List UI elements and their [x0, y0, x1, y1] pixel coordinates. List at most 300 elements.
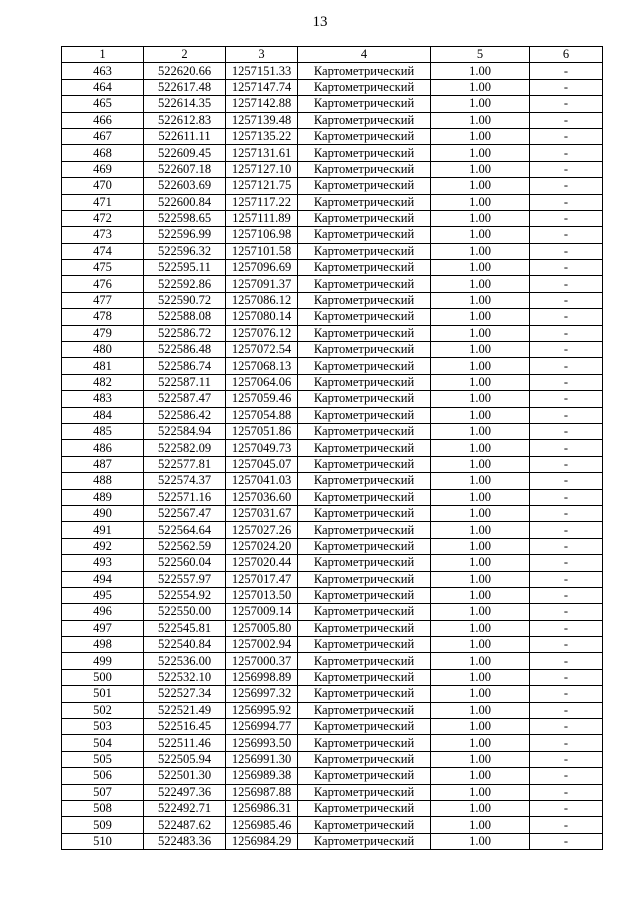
- point-number-cell: 479: [62, 325, 144, 341]
- table-row: [62, 505, 603, 521]
- method-cell: Картометрический: [298, 571, 431, 587]
- accuracy-cell: 1.00: [431, 620, 530, 636]
- note-cell: -: [530, 669, 603, 685]
- accuracy-cell: 1.00: [431, 96, 530, 112]
- method-cell: Картометрический: [298, 817, 431, 833]
- note-cell: -: [530, 555, 603, 571]
- method-cell: Картометрический: [298, 227, 431, 243]
- note-cell: -: [530, 505, 603, 521]
- x-coordinate-cell: 522545.81: [144, 620, 226, 636]
- y-coordinate-cell: 1257017.47: [226, 571, 298, 587]
- accuracy-cell: 1.00: [431, 702, 530, 718]
- note-cell: -: [530, 391, 603, 407]
- point-number-cell: 485: [62, 423, 144, 439]
- note-cell: -: [530, 96, 603, 112]
- table-row: [62, 653, 603, 669]
- accuracy-cell: 1.00: [431, 456, 530, 472]
- y-coordinate-cell: 1257151.33: [226, 63, 298, 79]
- point-number-cell: 463: [62, 63, 144, 79]
- method-cell: Картометрический: [298, 440, 431, 456]
- accuracy-cell: 1.00: [431, 407, 530, 423]
- method-cell: Картометрический: [298, 79, 431, 95]
- accuracy-cell: 1.00: [431, 227, 530, 243]
- x-coordinate-cell: 522586.72: [144, 325, 226, 341]
- x-coordinate-cell: 522600.84: [144, 194, 226, 210]
- point-number-cell: 498: [62, 637, 144, 653]
- table-row: [62, 145, 603, 161]
- point-number-cell: 509: [62, 817, 144, 833]
- table-row: [62, 79, 603, 95]
- note-cell: -: [530, 342, 603, 358]
- accuracy-cell: 1.00: [431, 292, 530, 308]
- x-coordinate-cell: 522590.72: [144, 292, 226, 308]
- point-number-cell: 495: [62, 587, 144, 603]
- table-row: [62, 456, 603, 472]
- note-cell: -: [530, 784, 603, 800]
- method-cell: Картометрический: [298, 210, 431, 226]
- table-row: [62, 702, 603, 718]
- x-coordinate-cell: 522577.81: [144, 456, 226, 472]
- point-number-cell: 482: [62, 374, 144, 390]
- note-cell: -: [530, 243, 603, 259]
- x-coordinate-cell: 522516.45: [144, 719, 226, 735]
- x-coordinate-cell: 522612.83: [144, 112, 226, 128]
- x-coordinate-cell: 522521.49: [144, 702, 226, 718]
- y-coordinate-cell: 1257086.12: [226, 292, 298, 308]
- y-coordinate-cell: 1257049.73: [226, 440, 298, 456]
- table-row: [62, 817, 603, 833]
- accuracy-cell: 1.00: [431, 473, 530, 489]
- point-number-cell: 507: [62, 784, 144, 800]
- y-coordinate-cell: 1257031.67: [226, 505, 298, 521]
- table-row: [62, 276, 603, 292]
- note-cell: -: [530, 79, 603, 95]
- y-coordinate-cell: 1257054.88: [226, 407, 298, 423]
- method-cell: Картометрический: [298, 96, 431, 112]
- point-number-cell: 500: [62, 669, 144, 685]
- table-row: [62, 719, 603, 735]
- table-row: [62, 604, 603, 620]
- x-coordinate-cell: 522588.08: [144, 309, 226, 325]
- x-coordinate-cell: 522505.94: [144, 751, 226, 767]
- x-coordinate-cell: 522595.11: [144, 260, 226, 276]
- method-cell: Картометрический: [298, 653, 431, 669]
- note-cell: -: [530, 817, 603, 833]
- method-cell: Картометрический: [298, 145, 431, 161]
- point-number-cell: 492: [62, 538, 144, 554]
- method-cell: Картометрический: [298, 309, 431, 325]
- x-coordinate-cell: 522532.10: [144, 669, 226, 685]
- note-cell: -: [530, 637, 603, 653]
- x-coordinate-cell: 522492.71: [144, 800, 226, 816]
- note-cell: -: [530, 702, 603, 718]
- y-coordinate-cell: 1257064.06: [226, 374, 298, 390]
- table-row: [62, 128, 603, 144]
- x-coordinate-cell: 522562.59: [144, 538, 226, 554]
- y-coordinate-cell: 1257068.13: [226, 358, 298, 374]
- x-coordinate-cell: 522511.46: [144, 735, 226, 751]
- point-number-cell: 484: [62, 407, 144, 423]
- x-coordinate-cell: 522598.65: [144, 210, 226, 226]
- x-coordinate-cell: 522574.37: [144, 473, 226, 489]
- table-row: [62, 374, 603, 390]
- method-cell: Картометрический: [298, 555, 431, 571]
- note-cell: -: [530, 735, 603, 751]
- x-coordinate-cell: 522586.74: [144, 358, 226, 374]
- method-cell: Картометрический: [298, 63, 431, 79]
- point-number-cell: 475: [62, 260, 144, 276]
- y-coordinate-cell: 1257101.58: [226, 243, 298, 259]
- y-coordinate-cell: 1257005.80: [226, 620, 298, 636]
- method-cell: Картометрический: [298, 473, 431, 489]
- point-number-cell: 486: [62, 440, 144, 456]
- table-row: [62, 489, 603, 505]
- accuracy-cell: 1.00: [431, 505, 530, 521]
- x-coordinate-cell: 522560.04: [144, 555, 226, 571]
- note-cell: -: [530, 833, 603, 849]
- column-header: 6: [530, 47, 603, 63]
- x-coordinate-cell: 522609.45: [144, 145, 226, 161]
- accuracy-cell: 1.00: [431, 751, 530, 767]
- point-number-cell: 502: [62, 702, 144, 718]
- accuracy-cell: 1.00: [431, 768, 530, 784]
- accuracy-cell: 1.00: [431, 325, 530, 341]
- x-coordinate-cell: 522483.36: [144, 833, 226, 849]
- point-number-cell: 467: [62, 128, 144, 144]
- method-cell: Картометрический: [298, 342, 431, 358]
- note-cell: -: [530, 719, 603, 735]
- y-coordinate-cell: 1257080.14: [226, 309, 298, 325]
- point-number-cell: 508: [62, 800, 144, 816]
- accuracy-cell: 1.00: [431, 817, 530, 833]
- point-number-cell: 494: [62, 571, 144, 587]
- table-row: [62, 473, 603, 489]
- table-row: [62, 391, 603, 407]
- x-coordinate-cell: 522592.86: [144, 276, 226, 292]
- accuracy-cell: 1.00: [431, 637, 530, 653]
- point-number-cell: 483: [62, 391, 144, 407]
- table-row: [62, 243, 603, 259]
- point-number-cell: 488: [62, 473, 144, 489]
- y-coordinate-cell: 1257076.12: [226, 325, 298, 341]
- table-row: [62, 178, 603, 194]
- x-coordinate-cell: 522540.84: [144, 637, 226, 653]
- x-coordinate-cell: 522607.18: [144, 161, 226, 177]
- y-coordinate-cell: 1257117.22: [226, 194, 298, 210]
- method-cell: Картометрический: [298, 292, 431, 308]
- note-cell: -: [530, 489, 603, 505]
- point-number-cell: 473: [62, 227, 144, 243]
- method-cell: Картометрический: [298, 768, 431, 784]
- x-coordinate-cell: 522550.00: [144, 604, 226, 620]
- table-row: [62, 96, 603, 112]
- method-cell: Картометрический: [298, 719, 431, 735]
- y-coordinate-cell: 1257027.26: [226, 522, 298, 538]
- y-coordinate-cell: 1257111.89: [226, 210, 298, 226]
- note-cell: -: [530, 227, 603, 243]
- x-coordinate-cell: 522557.97: [144, 571, 226, 587]
- y-coordinate-cell: 1257036.60: [226, 489, 298, 505]
- y-coordinate-cell: 1257024.20: [226, 538, 298, 554]
- method-cell: Картометрический: [298, 325, 431, 341]
- y-coordinate-cell: 1257142.88: [226, 96, 298, 112]
- point-number-cell: 466: [62, 112, 144, 128]
- point-number-cell: 501: [62, 686, 144, 702]
- table-row: [62, 538, 603, 554]
- method-cell: Картометрический: [298, 489, 431, 505]
- y-coordinate-cell: 1257045.07: [226, 456, 298, 472]
- table-row: [62, 260, 603, 276]
- point-number-cell: 470: [62, 178, 144, 194]
- method-cell: Картометрический: [298, 604, 431, 620]
- accuracy-cell: 1.00: [431, 489, 530, 505]
- point-number-cell: 510: [62, 833, 144, 849]
- method-cell: Картометрический: [298, 702, 431, 718]
- table-row: [62, 751, 603, 767]
- note-cell: -: [530, 653, 603, 669]
- accuracy-cell: 1.00: [431, 653, 530, 669]
- accuracy-cell: 1.00: [431, 686, 530, 702]
- y-coordinate-cell: 1257139.48: [226, 112, 298, 128]
- x-coordinate-cell: 522596.32: [144, 243, 226, 259]
- table-row: [62, 227, 603, 243]
- accuracy-cell: 1.00: [431, 735, 530, 751]
- point-number-cell: 504: [62, 735, 144, 751]
- table-row: [62, 637, 603, 653]
- method-cell: Картометрический: [298, 407, 431, 423]
- method-cell: Картометрический: [298, 194, 431, 210]
- point-number-cell: 497: [62, 620, 144, 636]
- x-coordinate-cell: 522582.09: [144, 440, 226, 456]
- y-coordinate-cell: 1256986.31: [226, 800, 298, 816]
- table-row: [62, 309, 603, 325]
- accuracy-cell: 1.00: [431, 522, 530, 538]
- note-cell: -: [530, 538, 603, 554]
- point-number-cell: 469: [62, 161, 144, 177]
- note-cell: -: [530, 128, 603, 144]
- method-cell: Картометрический: [298, 456, 431, 472]
- table-body: [62, 63, 603, 850]
- note-cell: -: [530, 178, 603, 194]
- accuracy-cell: 1.00: [431, 342, 530, 358]
- table-row: [62, 735, 603, 751]
- point-number-cell: 487: [62, 456, 144, 472]
- accuracy-cell: 1.00: [431, 276, 530, 292]
- point-number-cell: 489: [62, 489, 144, 505]
- accuracy-cell: 1.00: [431, 309, 530, 325]
- method-cell: Картометрический: [298, 112, 431, 128]
- accuracy-cell: 1.00: [431, 79, 530, 95]
- y-coordinate-cell: 1257013.50: [226, 587, 298, 603]
- point-number-cell: 496: [62, 604, 144, 620]
- x-coordinate-cell: 522536.00: [144, 653, 226, 669]
- note-cell: -: [530, 260, 603, 276]
- y-coordinate-cell: 1256995.92: [226, 702, 298, 718]
- note-cell: -: [530, 686, 603, 702]
- point-number-cell: 478: [62, 309, 144, 325]
- table-row: [62, 686, 603, 702]
- note-cell: -: [530, 374, 603, 390]
- accuracy-cell: 1.00: [431, 833, 530, 849]
- note-cell: -: [530, 292, 603, 308]
- accuracy-cell: 1.00: [431, 374, 530, 390]
- y-coordinate-cell: 1257106.98: [226, 227, 298, 243]
- point-number-cell: 472: [62, 210, 144, 226]
- table-row: [62, 63, 603, 79]
- y-coordinate-cell: 1257131.61: [226, 145, 298, 161]
- x-coordinate-cell: 522554.92: [144, 587, 226, 603]
- accuracy-cell: 1.00: [431, 210, 530, 226]
- accuracy-cell: 1.00: [431, 391, 530, 407]
- y-coordinate-cell: 1257041.03: [226, 473, 298, 489]
- method-cell: Картометрический: [298, 800, 431, 816]
- y-coordinate-cell: 1257072.54: [226, 342, 298, 358]
- x-coordinate-cell: 522501.30: [144, 768, 226, 784]
- table-row: [62, 571, 603, 587]
- note-cell: -: [530, 604, 603, 620]
- method-cell: Картометрический: [298, 178, 431, 194]
- table-row: [62, 194, 603, 210]
- method-cell: Картометрический: [298, 260, 431, 276]
- y-coordinate-cell: 1256984.29: [226, 833, 298, 849]
- note-cell: -: [530, 145, 603, 161]
- note-cell: -: [530, 768, 603, 784]
- method-cell: Картометрический: [298, 522, 431, 538]
- note-cell: -: [530, 63, 603, 79]
- note-cell: -: [530, 800, 603, 816]
- accuracy-cell: 1.00: [431, 145, 530, 161]
- method-cell: Картометрический: [298, 751, 431, 767]
- point-number-cell: 481: [62, 358, 144, 374]
- accuracy-cell: 1.00: [431, 555, 530, 571]
- table-row: [62, 833, 603, 849]
- accuracy-cell: 1.00: [431, 243, 530, 259]
- note-cell: -: [530, 112, 603, 128]
- x-coordinate-cell: 522527.34: [144, 686, 226, 702]
- x-coordinate-cell: 522487.62: [144, 817, 226, 833]
- accuracy-cell: 1.00: [431, 178, 530, 194]
- y-coordinate-cell: 1257127.10: [226, 161, 298, 177]
- note-cell: -: [530, 473, 603, 489]
- note-cell: -: [530, 751, 603, 767]
- y-coordinate-cell: 1257002.94: [226, 637, 298, 653]
- note-cell: -: [530, 194, 603, 210]
- accuracy-cell: 1.00: [431, 128, 530, 144]
- accuracy-cell: 1.00: [431, 112, 530, 128]
- accuracy-cell: 1.00: [431, 358, 530, 374]
- note-cell: -: [530, 325, 603, 341]
- method-cell: Картометрический: [298, 423, 431, 439]
- point-number-cell: 474: [62, 243, 144, 259]
- x-coordinate-cell: 522620.66: [144, 63, 226, 79]
- column-header: 3: [226, 47, 298, 63]
- accuracy-cell: 1.00: [431, 194, 530, 210]
- y-coordinate-cell: 1257059.46: [226, 391, 298, 407]
- table-row: [62, 423, 603, 439]
- x-coordinate-cell: 522603.69: [144, 178, 226, 194]
- note-cell: -: [530, 161, 603, 177]
- method-cell: Картометрический: [298, 587, 431, 603]
- table-row: [62, 342, 603, 358]
- note-cell: -: [530, 276, 603, 292]
- note-cell: -: [530, 587, 603, 603]
- note-cell: -: [530, 358, 603, 374]
- table-row: [62, 325, 603, 341]
- point-number-cell: 468: [62, 145, 144, 161]
- accuracy-cell: 1.00: [431, 800, 530, 816]
- x-coordinate-cell: 522587.47: [144, 391, 226, 407]
- note-cell: -: [530, 210, 603, 226]
- point-number-cell: 480: [62, 342, 144, 358]
- x-coordinate-cell: 522586.42: [144, 407, 226, 423]
- y-coordinate-cell: 1257121.75: [226, 178, 298, 194]
- y-coordinate-cell: 1257020.44: [226, 555, 298, 571]
- y-coordinate-cell: 1257135.22: [226, 128, 298, 144]
- x-coordinate-cell: 522571.16: [144, 489, 226, 505]
- point-number-cell: 477: [62, 292, 144, 308]
- page-number: 13: [312, 14, 328, 30]
- method-cell: Картометрический: [298, 505, 431, 521]
- table-row: [62, 768, 603, 784]
- method-cell: Картометрический: [298, 637, 431, 653]
- x-coordinate-cell: 522596.99: [144, 227, 226, 243]
- x-coordinate-cell: 522584.94: [144, 423, 226, 439]
- method-cell: Картометрический: [298, 374, 431, 390]
- accuracy-cell: 1.00: [431, 538, 530, 554]
- y-coordinate-cell: 1257147.74: [226, 79, 298, 95]
- y-coordinate-cell: 1257096.69: [226, 260, 298, 276]
- point-number-cell: 499: [62, 653, 144, 669]
- point-number-cell: 505: [62, 751, 144, 767]
- column-header: 4: [298, 47, 431, 63]
- table-row: [62, 784, 603, 800]
- point-number-cell: 493: [62, 555, 144, 571]
- method-cell: Картометрический: [298, 391, 431, 407]
- accuracy-cell: 1.00: [431, 63, 530, 79]
- coordinates-table: [61, 46, 603, 850]
- y-coordinate-cell: 1256997.32: [226, 686, 298, 702]
- note-cell: -: [530, 456, 603, 472]
- point-number-cell: 464: [62, 79, 144, 95]
- x-coordinate-cell: 522497.36: [144, 784, 226, 800]
- y-coordinate-cell: 1256993.50: [226, 735, 298, 751]
- point-number-cell: 476: [62, 276, 144, 292]
- accuracy-cell: 1.00: [431, 571, 530, 587]
- point-number-cell: 471: [62, 194, 144, 210]
- note-cell: -: [530, 423, 603, 439]
- note-cell: -: [530, 571, 603, 587]
- point-number-cell: 465: [62, 96, 144, 112]
- method-cell: Картометрический: [298, 243, 431, 259]
- note-cell: -: [530, 522, 603, 538]
- method-cell: Картометрический: [298, 669, 431, 685]
- x-coordinate-cell: 522586.48: [144, 342, 226, 358]
- point-number-cell: 503: [62, 719, 144, 735]
- accuracy-cell: 1.00: [431, 604, 530, 620]
- method-cell: Картометрический: [298, 620, 431, 636]
- table-row: [62, 620, 603, 636]
- note-cell: -: [530, 407, 603, 423]
- x-coordinate-cell: 522617.48: [144, 79, 226, 95]
- note-cell: -: [530, 620, 603, 636]
- table-row: [62, 587, 603, 603]
- table-row: [62, 522, 603, 538]
- method-cell: Картометрический: [298, 735, 431, 751]
- accuracy-cell: 1.00: [431, 784, 530, 800]
- accuracy-cell: 1.00: [431, 161, 530, 177]
- y-coordinate-cell: 1256985.46: [226, 817, 298, 833]
- method-cell: Картометрический: [298, 161, 431, 177]
